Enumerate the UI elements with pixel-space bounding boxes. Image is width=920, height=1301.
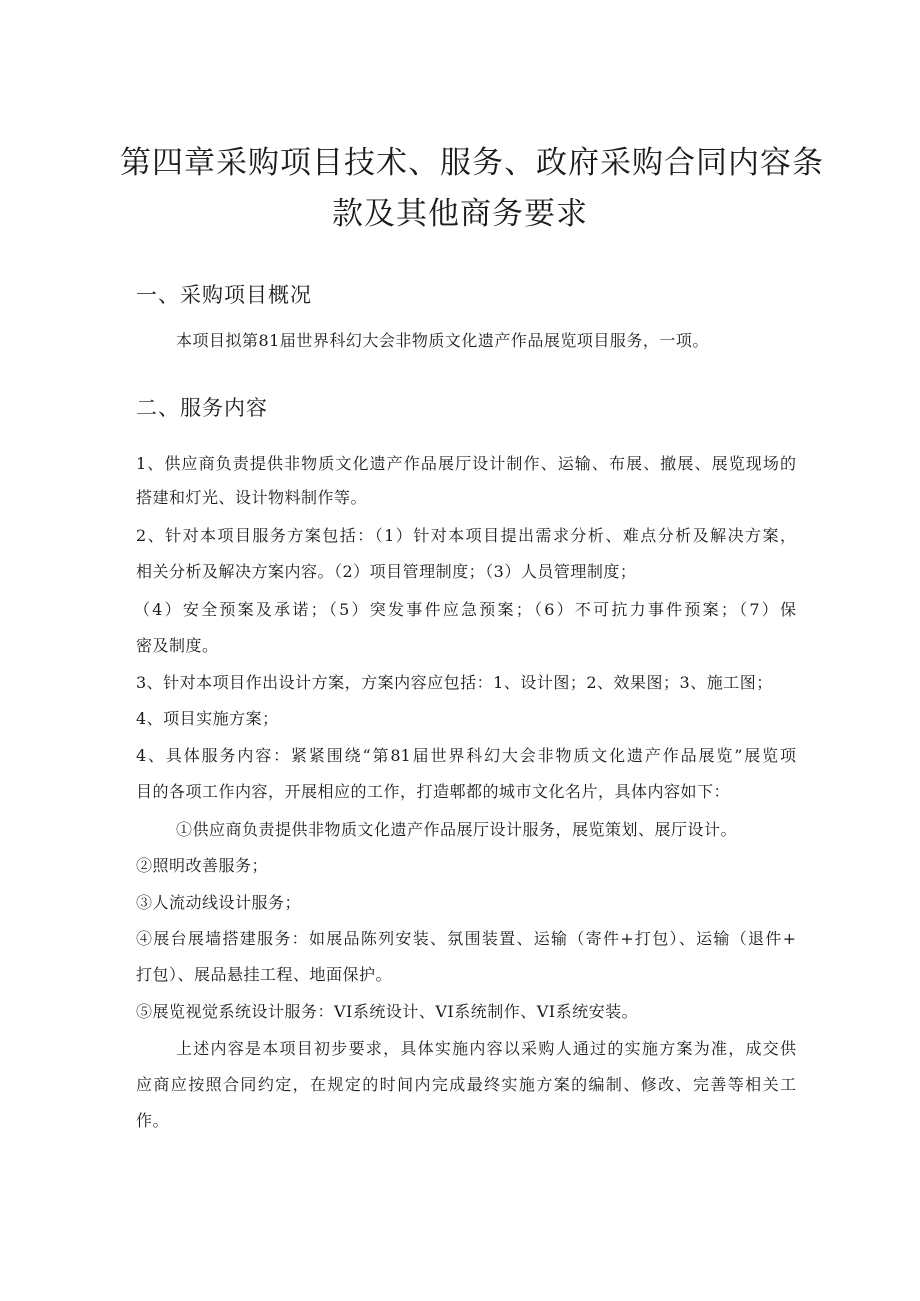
- overview-paragraph: 本项目拟第81届世界科幻大会非物质文化遗产作品展览项目服务，一项。: [176, 331, 709, 350]
- section-heading-service-content: 二、服务内容: [136, 396, 268, 420]
- service-line: （4）安全预案及承诺；（5）突发事件应急预案；（6）不可抗力事件预案；（7）保: [134, 600, 796, 619]
- closing-paragraph-line: 作。: [136, 1111, 170, 1130]
- service-line: 2、针对本项目服务方案包括：（1）针对本项目提出需求分析、难点分析及解决方案，: [136, 526, 796, 545]
- service-line: 4、项目实施方案；: [136, 709, 279, 728]
- service-line: 密及制度。: [136, 636, 219, 655]
- service-item: ⑤展览视觉系统设计服务：VI系统设计、VI系统制作、VI系统安装。: [136, 1002, 639, 1021]
- service-item: ③人流动线设计服务；: [136, 893, 302, 912]
- service-line: 目的各项工作内容，开展相应的工作，打造郫都的城市文化名片，具体内容如下：: [136, 782, 731, 801]
- service-line: 相关分析及解决方案内容。（2）项目管理制度；（3）人员管理制度；: [136, 562, 637, 581]
- service-line: 4、具体服务内容：紧紧围绕“第81届世界科幻大会非物质文化遗产作品展览”展览项: [136, 746, 796, 765]
- chapter-title-line-2: 款及其他商务要求: [332, 196, 588, 232]
- service-item: ④展台展墙搭建服务：如展品陈列安装、氛围装置、运输（寄件+打包）、运输（退件+: [136, 929, 796, 948]
- service-line: 3、针对本项目作出设计方案，方案内容应包括：1、设计图；2、效果图；3、施工图；: [136, 673, 773, 692]
- service-item: ②照明改善服务；: [136, 856, 269, 875]
- service-item: ①供应商负责提供非物质文化遗产作品展厅设计服务，展览策划、展厅设计。: [176, 820, 738, 839]
- closing-paragraph-line: 应商应按照合同约定，在规定的时间内完成最终实施方案的编制、修改、完善等相关工: [136, 1075, 796, 1094]
- service-line: 搭建和灯光、设计物料制作等。: [136, 488, 368, 507]
- service-line: 1、供应商负责提供非物质文化遗产作品展厅设计制作、运输、布展、撤展、展览现场的: [136, 454, 796, 473]
- chapter-title-line-1: 第四章采购项目技术、服务、政府采购合同内容条: [120, 145, 824, 181]
- service-item: 打包）、展品悬挂工程、地面保护。: [136, 965, 393, 984]
- section-heading-overview: 一、采购项目概况: [136, 283, 312, 307]
- closing-paragraph-line: 上述内容是本项目初步要求，具体实施内容以采购人通过的实施方案为准，成交供: [176, 1039, 796, 1058]
